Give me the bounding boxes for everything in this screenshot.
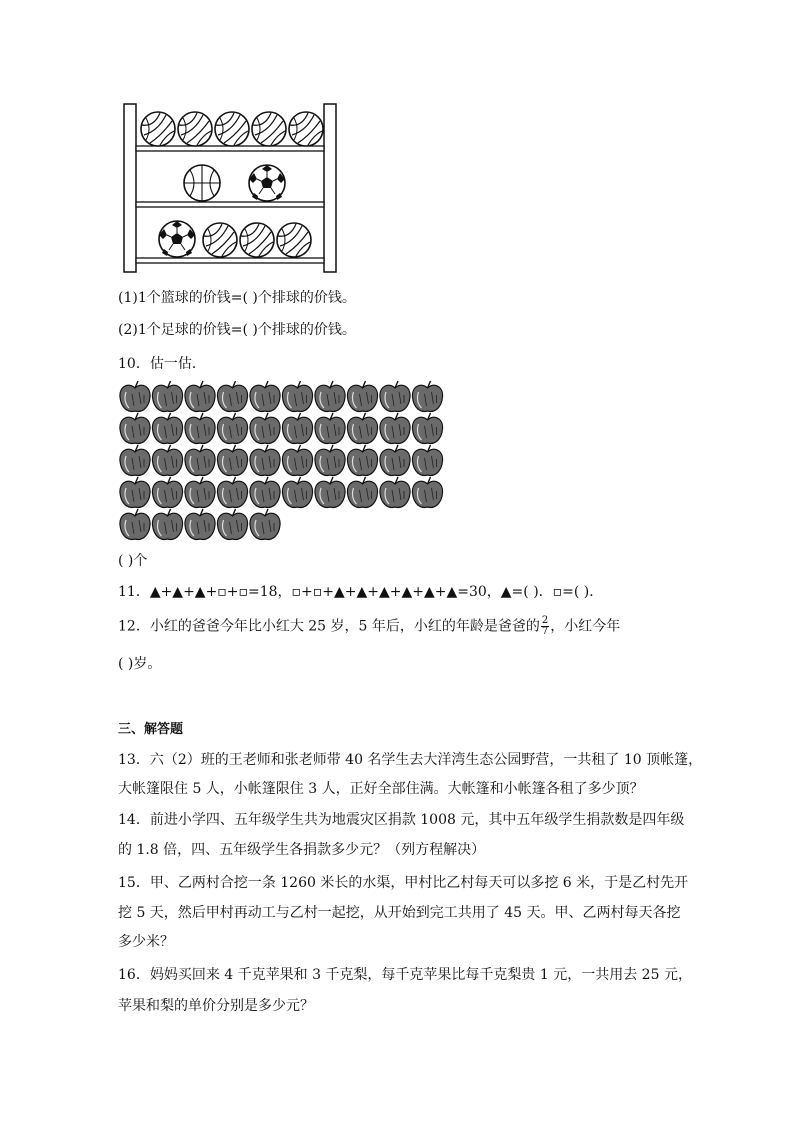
apple-icon	[347, 381, 377, 411]
question-15-line-3: 多少米？	[118, 934, 174, 950]
question-9-part-1: (1)1个篮球的价钱=( )个排球的价钱。	[118, 290, 356, 306]
apple-icon	[152, 509, 182, 539]
question-10-title: 10．估一估．	[118, 356, 206, 372]
apple-icon	[282, 477, 312, 507]
fraction	[541, 616, 549, 637]
fraction-numerator: 2	[541, 615, 549, 626]
apple-icon	[282, 445, 312, 475]
apple-icon	[380, 381, 410, 411]
apple-icon	[217, 445, 247, 475]
apple-icon	[250, 445, 280, 475]
apple-icon	[185, 413, 215, 443]
question-12-text: 12．小红的爸爸今年比小红大 25 岁，5 年后，小红的年龄是爸爸的	[118, 618, 540, 635]
question-15-line-1: 15．甲、乙两村合挖一条 1260 米长的水渠，甲村比乙村每天可以多挖 6 米，于是乙村先开	[118, 875, 689, 891]
apple-icon	[250, 477, 280, 507]
apple-icon	[412, 381, 442, 411]
apple-icon	[217, 477, 247, 507]
apple-icon	[315, 381, 345, 411]
question-10-answer: ( )个	[118, 553, 148, 569]
question-13-line-2: 大帐篷限住 5 人，小帐篷限住 3 人，正好全部住满。大帐篷和小帐篷各租了多少顶？	[118, 781, 644, 797]
apple-icon	[250, 413, 280, 443]
apple-icon	[347, 445, 377, 475]
question-14-line-2: 的 1.8 倍，四、五年级学生各捐款多少元？（列方程解决）	[118, 842, 486, 858]
apple-icon	[315, 413, 345, 443]
apple-icon	[380, 445, 410, 475]
question-15-line-2: 挖 5 天，然后甲村再动工与乙村一起挖，从开始到完工共用了 45 天。甲、乙两村每天各挖	[118, 905, 681, 921]
apple-icon	[315, 477, 345, 507]
apple-icon	[250, 509, 280, 539]
apple-icon	[380, 413, 410, 443]
apple-icon	[185, 509, 215, 539]
apple-icon	[152, 413, 182, 443]
apples-illustration	[118, 378, 448, 544]
question-12-line-2: ( )岁。	[118, 656, 162, 672]
question-14-line-1: 14．前进小学四、五年级学生共为地震灾区捐款 1008 元，其中五年级学生捐款数是四年级	[118, 812, 685, 828]
apple-icon	[120, 413, 150, 443]
question-13-line-1: 13．六（2）班的王老师和张老师带 40 名学生去大洋湾生态公园野营，一共租了 10 顶帐篷，	[118, 752, 703, 768]
apple-icon	[412, 477, 442, 507]
apple-icon	[380, 477, 410, 507]
apple-icon	[120, 445, 150, 475]
question-16-line-1: 16．妈妈买回来 4 千克苹果和 3 千克梨，每千克苹果比每千克梨贵 1 元，一共用去 25 元，	[118, 967, 692, 983]
question-12-line-1	[118, 616, 620, 637]
apple-icon	[315, 445, 345, 475]
apple-icon	[185, 477, 215, 507]
apple-icon	[347, 477, 377, 507]
fraction-denominator: 7	[541, 626, 549, 637]
ball-rack-illustration	[122, 100, 344, 276]
apple-icon	[412, 445, 442, 475]
question-11: 11．▲+▲+▲+▫+▫=18，▫+▫+▲+▲+▲+▲+▲+▲=30，▲=( )．▫=( )．	[118, 584, 604, 600]
apple-icon	[152, 381, 182, 411]
apple-icon	[217, 413, 247, 443]
question-12-text-cont: ，小红今年	[550, 618, 621, 635]
question-9-part-2: (2)1个足球的价钱=( )个排球的价钱。	[118, 322, 356, 338]
apple-icon	[250, 381, 280, 411]
apple-icon	[152, 477, 182, 507]
apple-icon	[185, 445, 215, 475]
apple-icon	[185, 381, 215, 411]
apple-icon	[120, 381, 150, 411]
apple-icon	[282, 381, 312, 411]
apple-icon	[152, 445, 182, 475]
section-heading: 三、解答题	[118, 722, 184, 737]
apple-icon	[120, 477, 150, 507]
apple-icon	[282, 413, 312, 443]
apple-icon	[412, 413, 442, 443]
apple-icon	[217, 381, 247, 411]
apple-icon	[347, 413, 377, 443]
apple-icon	[217, 509, 247, 539]
apple-icon	[120, 509, 150, 539]
question-16-line-2: 苹果和梨的单价分别是多少元？	[118, 998, 314, 1014]
